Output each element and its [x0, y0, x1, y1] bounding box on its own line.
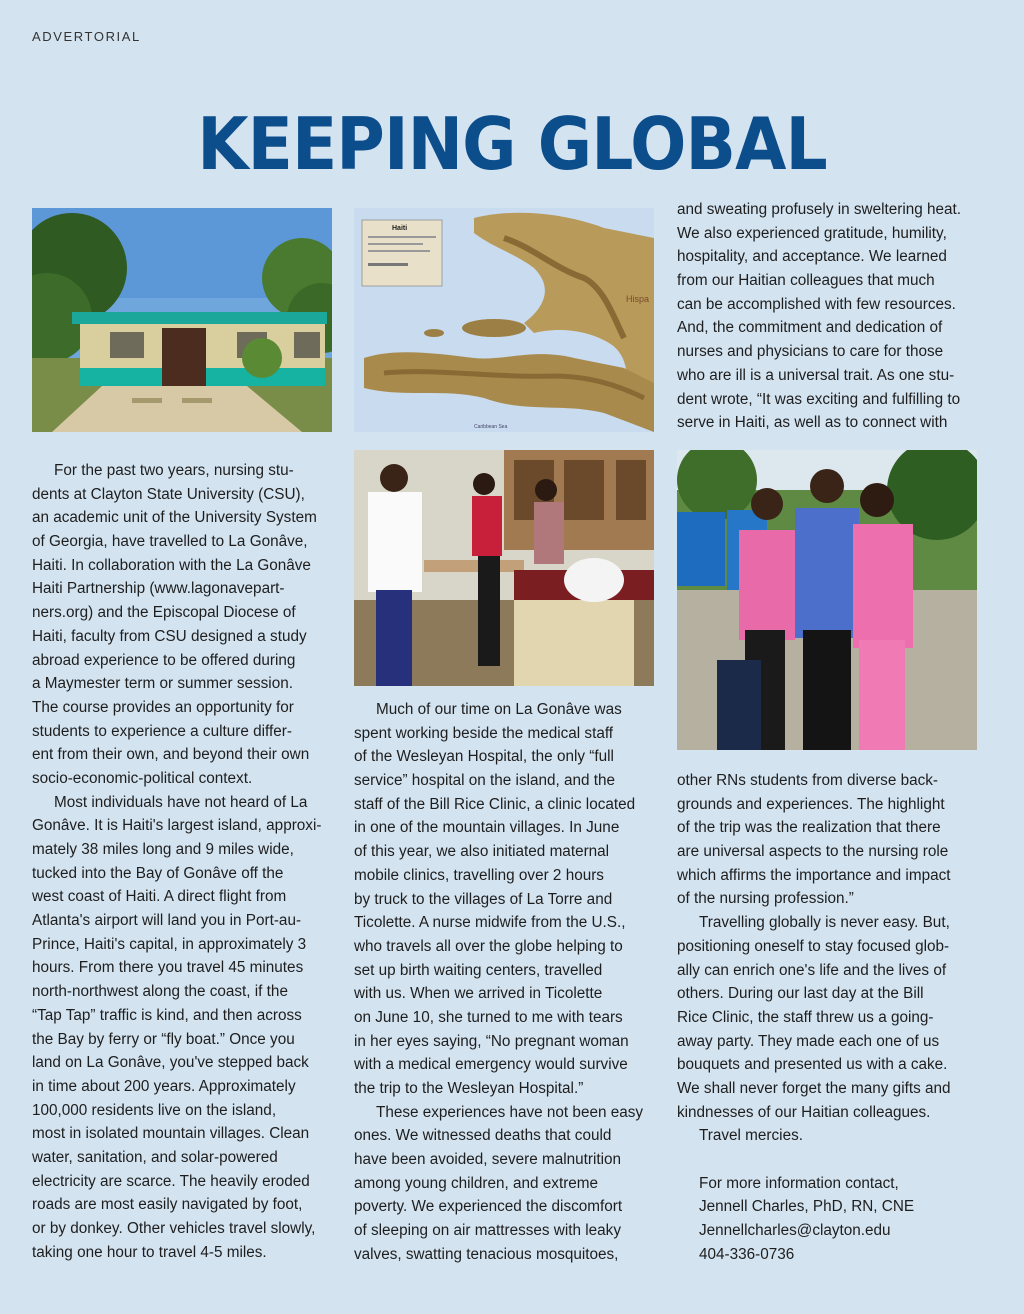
text-line: Much of our time on La Gonâve was [376, 701, 622, 718]
text-line: and sweating profusely in sweltering heat. [677, 201, 962, 218]
text-line: of the Wesleyan Hospital, the only “full [354, 748, 614, 766]
text-line: We also experienced gratitude, humility, [677, 224, 947, 242]
article-column-3-bottom [677, 769, 951, 1266]
text-line: staff of the Bill Rice Clinic, a clinic located [354, 795, 636, 813]
text-line: can be accomplished with few resources. [677, 295, 956, 313]
text-line: 404-336-0736 [699, 1245, 795, 1263]
text-line: The course provides an opportunity for [32, 698, 294, 716]
text-line: of the nursing profession.” [677, 890, 854, 908]
text-line: Travel mercies. [699, 1127, 803, 1145]
nurses-group-photo [677, 450, 977, 750]
text-line: ones. We witnessed deaths that could [354, 1127, 612, 1145]
text-line: north-northwest along the coast, if the [32, 983, 288, 1001]
text-line: socio-economic-political context. [32, 769, 253, 787]
text-line: are universal aspects to the nursing role [677, 843, 949, 861]
text-line: These experiences have not been easy [376, 1103, 644, 1121]
text-line: from our Haitian colleagues that much [677, 272, 935, 290]
clinic-building-photo [32, 208, 332, 432]
text-line: on June 10, she turned to me with tears [354, 1008, 623, 1026]
text-line: ally can enrich one's life and the lives of [677, 961, 947, 979]
text-line: of Georgia, have travelled to La Gonâve, [32, 533, 308, 551]
text-line: of this year, we also initiated maternal [354, 843, 610, 861]
article-column-1 [32, 459, 321, 1264]
text-line: of sleeping on air mattresses with leaky [354, 1222, 621, 1240]
text-line: other RNs students from diverse back- [677, 772, 938, 789]
text-line: set up birth waiting centers, travelled [354, 961, 603, 979]
text-line: tucked into the Bay of Gonâve off the [32, 864, 284, 882]
text-line: Ticolette. A nurse midwife from the U.S., [354, 914, 626, 932]
text-line: 100,000 residents live on the island, [32, 1101, 277, 1119]
text-line: Jennell Charles, PhD, RN, CNE [699, 1198, 915, 1216]
advertorial-tag: ADVERTORIAL [32, 29, 141, 44]
text-line: a Maymester term or summer session. [32, 675, 293, 693]
text-line: “Tap Tap” traffic is kind, and then across [32, 1006, 302, 1024]
text-line: have been avoided, severe malnutrition [354, 1151, 622, 1169]
text-line: water, sanitation, and solar-powered [32, 1148, 278, 1166]
text-line: in time about 200 years. Approximately [32, 1077, 296, 1095]
text-line: an academic unit of the University System [32, 509, 317, 527]
text-line: positioning oneself to stay focused glob- [677, 937, 950, 955]
text-line: hours. From there you travel 45 minutes [32, 959, 304, 977]
text-line: dent wrote, “It was exciting and fulfilling to [677, 390, 961, 408]
article-column-2 [354, 698, 643, 1267]
svg-text:Caribbean Sea: Caribbean Sea [474, 424, 508, 430]
text-line: bouquets and presented us with a cake. [677, 1056, 948, 1074]
text-line: For the past two years, nursing stu- [54, 462, 294, 479]
text-line: or by donkey. Other vehicles travel slowly, [32, 1220, 316, 1237]
text-line: others. During our last day at the Bill [677, 985, 924, 1003]
text-line: kindnesses of our Haitian colleagues. [677, 1103, 931, 1121]
text-line: among young children, and extreme [354, 1174, 599, 1192]
text-line: mobile clinics, travelling over 2 hours [354, 866, 604, 884]
text-line [677, 1148, 951, 1172]
text-line: Haiti, faculty from CSU designed a study [32, 627, 307, 645]
text-line: Travelling globally is never easy. But, [699, 914, 950, 932]
text-line: We shall never forget the many gifts and [677, 1079, 951, 1097]
text-line: spent working beside the medical staff [354, 724, 614, 742]
text-line: nurses and physicians to care for those [677, 343, 944, 361]
text-line: by truck to the villages of La Torre and [354, 890, 613, 908]
text-line: poverty. We experienced the discomfort [354, 1198, 623, 1216]
text-line: mately 38 miles long and 9 miles wide, [32, 841, 294, 858]
text-line: And, the commitment and dedication of [677, 319, 943, 337]
text-line: of the trip was the realization that there [677, 819, 941, 837]
text-line: in one of the mountain villages. In June [354, 819, 620, 837]
text-line: Atlanta's airport will land you in Port-au- [32, 912, 302, 930]
text-line: in her eyes saying, “No pregnant woman [354, 1032, 629, 1050]
text-line: serve in Haiti, as well as to connect with [677, 414, 948, 432]
text-line: Haiti. In collaboration with the La Gonâve [32, 556, 311, 574]
text-line: Most individuals have not heard of La [54, 793, 308, 811]
text-line: Prince, Haiti's capital, in approximately 3 [32, 935, 307, 953]
text-line: taking one hour to travel 4-5 miles. [32, 1243, 267, 1261]
svg-text:Hispa: Hispa [626, 294, 650, 304]
text-line: abroad experience to be offered during [32, 651, 296, 669]
text-line: the trip to the Wesleyan Hospital.” [354, 1080, 584, 1097]
text-line: Haiti Partnership (www.lagonavepart- [32, 580, 285, 598]
text-line: Gonâve. It is Haiti's largest island, approxi- [32, 817, 322, 835]
text-line: Jennellcharles@clayton.edu [699, 1222, 891, 1240]
text-line: who are ill is a universal trait. As one stu- [677, 366, 955, 384]
text-line: with a medical emergency would survive [354, 1056, 628, 1074]
text-line: most in isolated mountain villages. Clean [32, 1125, 310, 1143]
text-line: roads are most easily navigated by foot, [32, 1196, 303, 1214]
text-line: who travels all over the globe helping to [354, 937, 623, 955]
text-line: west coast of Haiti. A direct flight from [32, 888, 287, 906]
text-line: electricity are scarce. The heavily eroded [32, 1172, 310, 1190]
haiti-map-photo [354, 208, 654, 432]
text-line: which affirms the importance and impact [677, 866, 951, 884]
text-line: dents at Clayton State University (CSU), [32, 485, 305, 503]
article-column-3-top [677, 198, 961, 435]
text-line: hospitality, and acceptance. We learned [677, 248, 947, 266]
text-line: ent from their own, and beyond their own [32, 746, 310, 764]
svg-text:Haiti: Haiti [392, 225, 408, 232]
text-line: For more information contact, [699, 1174, 899, 1192]
exam-room-photo [354, 450, 654, 686]
text-line: ners.org) and the Episcopal Diocese of [32, 604, 296, 622]
text-line: the Bay by ferry or “fly boat.” Once you [32, 1030, 295, 1048]
text-line: service” hospital on the island, and the [354, 772, 616, 790]
text-line: students to experience a culture differ- [32, 722, 292, 740]
text-line: grounds and experiences. The highlight [677, 795, 945, 813]
text-line: with us. When we arrived in Ticolette [354, 985, 603, 1003]
text-line: away party. They made each one of us [677, 1032, 940, 1050]
text-line: Rice Clinic, the staff threw us a going- [677, 1008, 934, 1026]
text-line: valves, swatting tenacious mosquitoes, [354, 1245, 619, 1263]
headline: KEEPING GLOBAL [197, 102, 827, 186]
text-line: land on La Gonâve, you've stepped back [32, 1054, 309, 1072]
